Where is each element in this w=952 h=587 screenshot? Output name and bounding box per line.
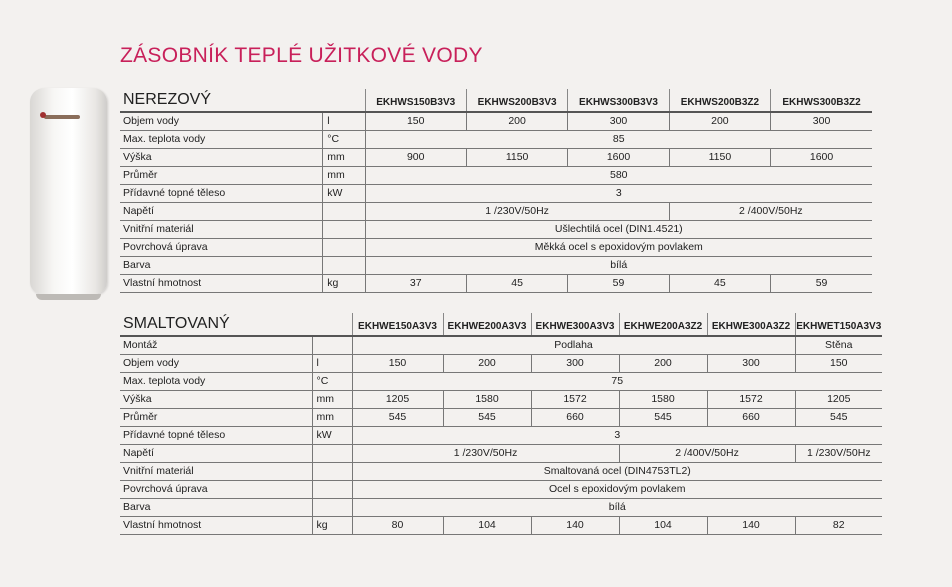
value-cell: 1150 — [466, 149, 567, 167]
row-label: Napětí — [120, 203, 323, 221]
table-row — [120, 275, 872, 293]
model-header: EKHWE200A3V3 — [443, 313, 531, 336]
row-label: Povrchová úprava — [120, 239, 323, 257]
value-cell: 75 — [352, 373, 882, 391]
value-cell: 2 /400V/50Hz — [669, 203, 872, 221]
value-cell: 1580 — [619, 391, 707, 409]
row-unit — [323, 203, 365, 221]
boiler-base — [36, 294, 101, 300]
model-header: EKHWE300A3V3 — [531, 313, 619, 336]
model-header: EKHWET150A3V3 — [795, 313, 882, 336]
row-unit — [323, 257, 365, 275]
row-unit: kW — [312, 427, 352, 445]
value-cell: 1 /230V/50Hz — [352, 445, 619, 463]
stainless-steel-spec-table — [120, 89, 872, 293]
value-cell: 200 — [669, 112, 770, 131]
value-cell: 1205 — [352, 391, 443, 409]
value-cell: 140 — [707, 517, 795, 535]
row-unit — [312, 336, 352, 355]
row-unit — [323, 221, 365, 239]
row-unit: l — [323, 112, 365, 131]
value-cell: 900 — [365, 149, 466, 167]
section-heading: SMALTOVANÝ — [120, 313, 352, 336]
row-label: Vnitřní materiál — [120, 463, 312, 481]
row-unit: mm — [312, 391, 352, 409]
table-row — [120, 391, 882, 409]
model-header: EKHWS300B3V3 — [568, 89, 669, 112]
model-header: EKHWS300B3Z2 — [771, 89, 872, 112]
table-row — [120, 185, 872, 203]
table-row — [120, 131, 872, 149]
value-cell: 300 — [531, 355, 619, 373]
row-label: Vlastní hmotnost — [120, 275, 323, 293]
row-label: Průměr — [120, 409, 312, 427]
row-label: Výška — [120, 391, 312, 409]
value-cell: bílá — [352, 499, 882, 517]
model-header: EKHWS150B3V3 — [365, 89, 466, 112]
value-cell: 1150 — [669, 149, 770, 167]
table-row — [120, 149, 872, 167]
value-cell: 300 — [771, 112, 872, 131]
row-label: Přídavné topné těleso — [120, 185, 323, 203]
value-cell: 3 — [365, 185, 872, 203]
value-cell: 200 — [443, 355, 531, 373]
table-row — [120, 167, 872, 185]
row-label: Vnitřní materiál — [120, 221, 323, 239]
value-cell: 1 /230V/50Hz — [795, 445, 882, 463]
row-label: Max. teplota vody — [120, 373, 312, 391]
water-heater-image — [30, 88, 107, 294]
value-cell: 1600 — [568, 149, 669, 167]
value-cell: Podlaha — [352, 336, 795, 355]
value-cell: 59 — [771, 275, 872, 293]
table-row — [120, 355, 882, 373]
value-cell: 2 /400V/50Hz — [619, 445, 795, 463]
value-cell: 1572 — [707, 391, 795, 409]
value-cell: 45 — [466, 275, 567, 293]
model-header: EKHWE150A3V3 — [352, 313, 443, 336]
value-cell: 85 — [365, 131, 872, 149]
model-header: EKHWE200A3Z2 — [619, 313, 707, 336]
table-row — [120, 427, 882, 445]
value-cell: 545 — [443, 409, 531, 427]
table-row — [120, 239, 872, 257]
model-header: EKHWS200B3V3 — [466, 89, 567, 112]
row-label: Vlastní hmotnost — [120, 517, 312, 535]
row-label: Objem vody — [120, 355, 312, 373]
table-row — [120, 463, 882, 481]
value-cell: Smaltovaná ocel (DIN4753TL2) — [352, 463, 882, 481]
page-title: ZÁSOBNÍK TEPLÉ UŽITKOVÉ VODY — [120, 44, 483, 67]
table-row — [120, 499, 882, 517]
row-unit: mm — [323, 167, 365, 185]
value-cell: 104 — [443, 517, 531, 535]
table-row — [120, 409, 882, 427]
row-unit: °C — [312, 373, 352, 391]
value-cell: 1 /230V/50Hz — [365, 203, 669, 221]
value-cell: 200 — [619, 355, 707, 373]
value-cell: 150 — [352, 355, 443, 373]
table-row — [120, 517, 882, 535]
value-cell: 580 — [365, 167, 872, 185]
row-label: Barva — [120, 499, 312, 517]
row-label: Max. teplota vody — [120, 131, 323, 149]
row-unit: mm — [323, 149, 365, 167]
value-cell: Stěna — [795, 336, 882, 355]
row-label: Napětí — [120, 445, 312, 463]
row-unit — [312, 499, 352, 517]
row-unit — [312, 445, 352, 463]
model-header: EKHWS200B3Z2 — [669, 89, 770, 112]
table-row — [120, 445, 882, 463]
enamel-spec-table — [120, 313, 882, 535]
value-cell: 59 — [568, 275, 669, 293]
value-cell: Měkká ocel s epoxidovým povlakem — [365, 239, 872, 257]
value-cell: 660 — [707, 409, 795, 427]
row-label: Povrchová úprava — [120, 481, 312, 499]
table-row — [120, 257, 872, 275]
value-cell: 45 — [669, 275, 770, 293]
brand-logo-icon — [44, 115, 80, 119]
table-row — [120, 112, 872, 131]
table-row — [120, 203, 872, 221]
value-cell: bílá — [365, 257, 872, 275]
row-label: Výška — [120, 149, 323, 167]
value-cell: 300 — [568, 112, 669, 131]
section-heading: NEREZOVÝ — [120, 89, 365, 112]
value-cell: 150 — [795, 355, 882, 373]
model-header: EKHWE300A3Z2 — [707, 313, 795, 336]
value-cell: 104 — [619, 517, 707, 535]
table-header-row — [120, 89, 872, 112]
row-unit: kg — [312, 517, 352, 535]
row-unit — [312, 463, 352, 481]
value-cell: 660 — [531, 409, 619, 427]
table-row — [120, 336, 882, 355]
row-label: Montáž — [120, 336, 312, 355]
row-unit — [323, 239, 365, 257]
table-row — [120, 373, 882, 391]
value-cell: Ušlechtilá ocel (DIN1.4521) — [365, 221, 872, 239]
value-cell: 1205 — [795, 391, 882, 409]
table-header-row — [120, 313, 882, 336]
value-cell: 545 — [352, 409, 443, 427]
row-unit: °C — [323, 131, 365, 149]
table-row — [120, 221, 872, 239]
value-cell: 82 — [795, 517, 882, 535]
row-unit: kW — [323, 185, 365, 203]
value-cell: 1580 — [443, 391, 531, 409]
value-cell: 150 — [365, 112, 466, 131]
row-unit: mm — [312, 409, 352, 427]
row-label: Přídavné topné těleso — [120, 427, 312, 445]
row-label: Průměr — [120, 167, 323, 185]
row-label: Barva — [120, 257, 323, 275]
row-label: Objem vody — [120, 112, 323, 131]
value-cell: 80 — [352, 517, 443, 535]
value-cell: 37 — [365, 275, 466, 293]
value-cell: 3 — [352, 427, 882, 445]
value-cell: 545 — [619, 409, 707, 427]
row-unit: l — [312, 355, 352, 373]
value-cell: 200 — [466, 112, 567, 131]
value-cell: Ocel s epoxidovým povlakem — [352, 481, 882, 499]
value-cell: 300 — [707, 355, 795, 373]
value-cell: 545 — [795, 409, 882, 427]
row-unit: kg — [323, 275, 365, 293]
value-cell: 1600 — [771, 149, 872, 167]
value-cell: 140 — [531, 517, 619, 535]
table-row — [120, 481, 882, 499]
row-unit — [312, 481, 352, 499]
value-cell: 1572 — [531, 391, 619, 409]
